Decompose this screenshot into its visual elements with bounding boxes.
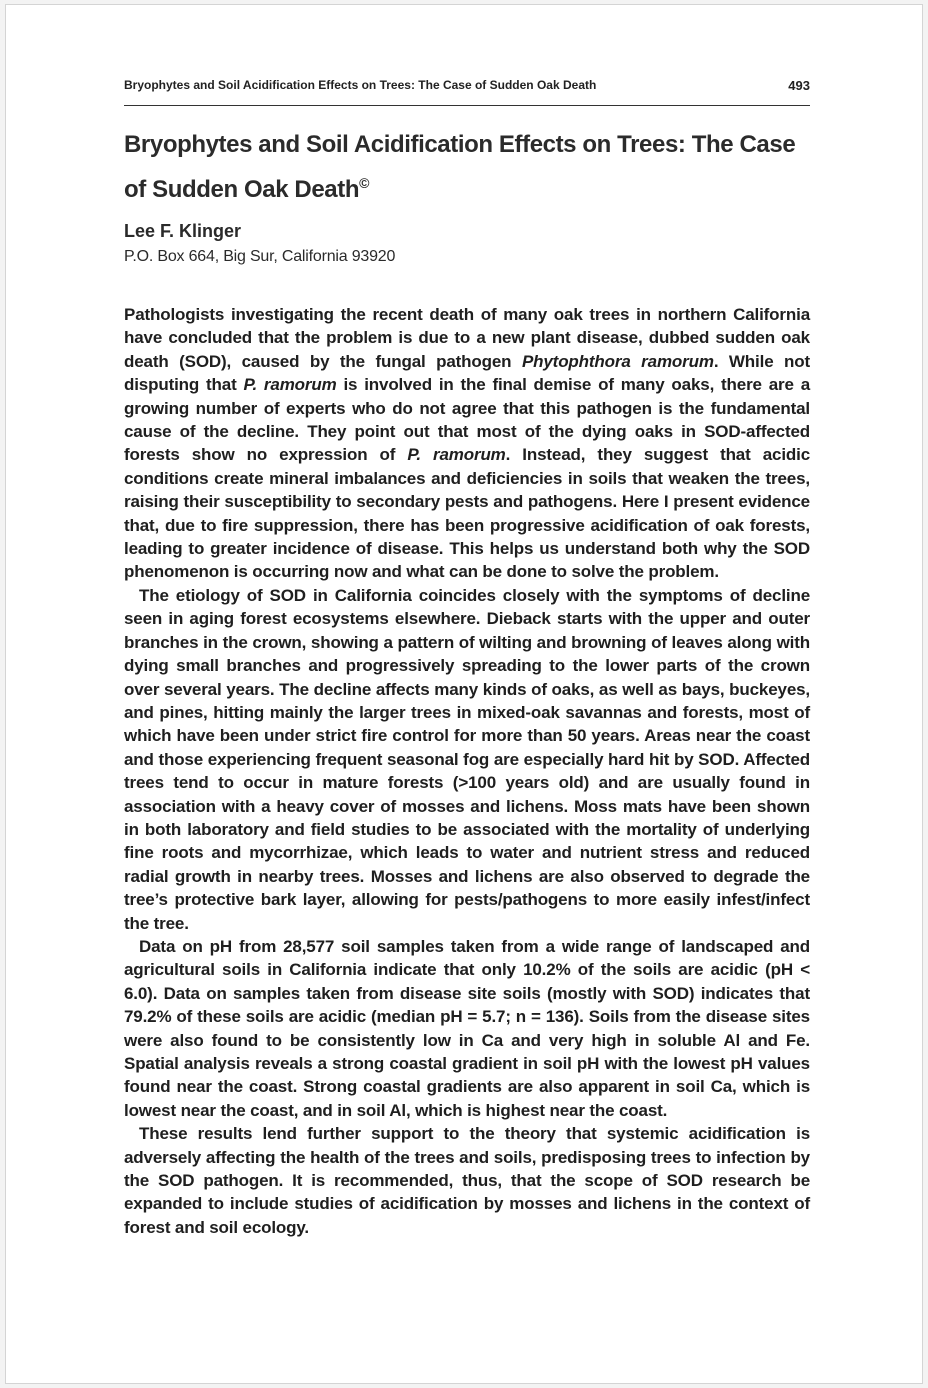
p1-italic-species: Phytophthora ramorum [521, 351, 714, 371]
paragraph-2: The etiology of SOD in California coincides closely with the symptoms of decline seen in aging forest ecosystems elsewhere. Dieback starts with the upper and outer branches in the crown, showing a pattern of wilting and browning of leaves along with dying small branches and progressively spreading to the lower parts of the crown over several years. The decline affects many kinds of oaks, as well as bays, buckeyes, and pines, hitting mainly the larger trees in mixed-oak savannas and forests, most of which have been under strict fire control for more than 50 years. Areas near the coast and those experiencing frequent seasonal fog are especially hard hit by SOD. Affected trees tend to occur in mature forests (>100 years old) and are usually found in association with a heavy cover of mosses and lichens. Moss mats have been shown in both laboratory and field studies to be associated with the mortality of underlying fine roots and mycorrhizae, which leads to water and nutrient stress and reduced radial growth in nearby trees. Mosses and lichens are also observed to degrade the tree’s protective bark layer, allowing for pests/pathogens to more easily infest/infect the tree. [124, 585, 810, 933]
author-address: P.O. Box 664, Big Sur, California 93920 [124, 248, 396, 265]
paragraph-4: These results lend further support to the theory that systemic acidification is adversely affecting the health of the trees and soils, predisposing trees to infection by the SOD pathogen. It is recommended, thus, that the scope of SOD research be expanded to include studies of acidification by mosses and lichens in the context of forest and soil ecology. [124, 1124, 810, 1237]
running-title: Bryophytes and Soil Acidification Effects on Trees: The Case of Sudden Oak Death [124, 78, 597, 92]
p1-italic-species-abbrev: P. ramorum [243, 375, 337, 395]
paragraph-3: Data on pH from 28,577 soil samples taken from a wide range of landscaped and agricultural soils in California indicate that only 10.2% of the soils are acidic (pH < 6.0). Data on samples taken from disease site soils (mostly with SOD) indicates that 79.2% of these soils are acidic (median pH = 5.7; n = 136). Soils from the disease sites were also found to be consistently low in Ca and very high in soluble Al and Fe. Spatial analysis reveals a strong coastal gradient in soil pH with the lowest pH values found near the coast. Strong coastal gradients are also apparent in soil Ca, which is lowest near the coast, and in soil Al, which is highest near the coast. [124, 936, 810, 1120]
p1-text-g: . Instead, they suggest that acidic conditions create mineral imbalances and deficiencies in soils that weaken the trees, raising their susceptibility to secondary pests and pathogens. Here I present evidence that, due to fire suppression, there has been progressive acidification of oak forests, leading to greater incidence of disease. This helps us understand both why the SOD phenomenon is occurring now and what can be done to solve the problem. [124, 445, 811, 582]
p1-text-a: Pathologists investigating the recent death of many oak trees in northern California have concluded that the problem is due to a new plant disease, dubbed sudden oak death (SOD), caused by the fungal pathogen [124, 305, 810, 371]
article-title [124, 126, 814, 209]
p1-text-e: is involved in the final demise of many oaks, there are a growing number of experts who do not agree that this pathogen is the fundamental cause of the decline. They point out that most of the dying oaks in SOD-affected forests show no expression of [124, 375, 810, 465]
copyright-mark: © [359, 175, 370, 191]
p1-text-c: . While not disputing that [124, 351, 811, 395]
page-number: 493 [788, 78, 810, 93]
page [5, 4, 923, 1384]
header-rule [124, 105, 810, 106]
p1-italic-species-abbrev-2: P. ramorum [407, 445, 506, 465]
title-text: Bryophytes and Soil Acidification Effects on Trees: The Case of Sudden Oak Death [124, 131, 796, 203]
author-name: Lee F. Klinger [124, 221, 242, 241]
running-head [124, 78, 810, 92]
abstract-body [124, 303, 810, 1239]
paragraph-1 [124, 303, 810, 584]
